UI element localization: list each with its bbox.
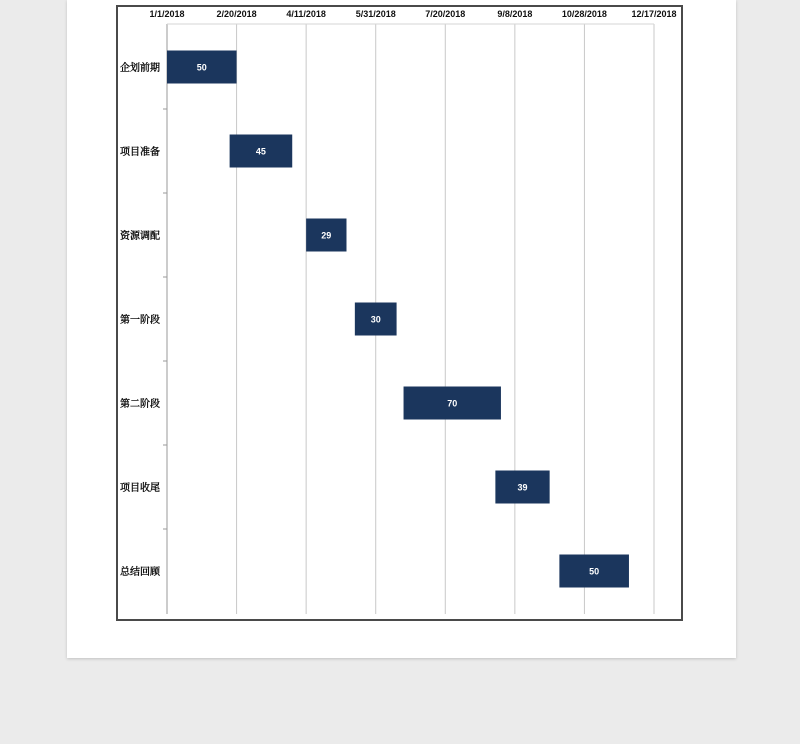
bar-value-label: 50 (589, 566, 600, 577)
x-tick-label: 7/20/2018 (425, 9, 466, 19)
bar-value-label: 29 (321, 230, 332, 241)
bar-value-label: 50 (196, 62, 207, 73)
bar-value-label: 45 (255, 146, 266, 157)
category-label: 项目收尾 (120, 483, 160, 494)
category-label: 资源调配 (120, 231, 160, 242)
category-label: 第二阶段 (120, 399, 160, 410)
bar-value-label: 30 (370, 314, 381, 325)
chart-frame (117, 6, 682, 620)
x-tick-label: 12/17/2018 (631, 9, 677, 19)
category-label: 第一阶段 (120, 315, 160, 326)
bar-value-label: 39 (517, 482, 528, 493)
x-tick-label: 2/20/2018 (216, 9, 257, 19)
x-tick-label: 5/31/2018 (355, 9, 396, 19)
category-label: 项目准备 (120, 147, 160, 158)
x-tick-label: 10/28/2018 (561, 9, 607, 19)
x-tick-label: 9/8/2018 (497, 9, 533, 19)
category-label: 企划前期 (120, 63, 160, 74)
category-label: 总结回顾 (120, 567, 160, 578)
x-tick-label: 4/11/2018 (286, 9, 326, 19)
bar-value-label: 70 (447, 398, 458, 409)
x-tick-label: 1/1/2018 (149, 9, 185, 19)
